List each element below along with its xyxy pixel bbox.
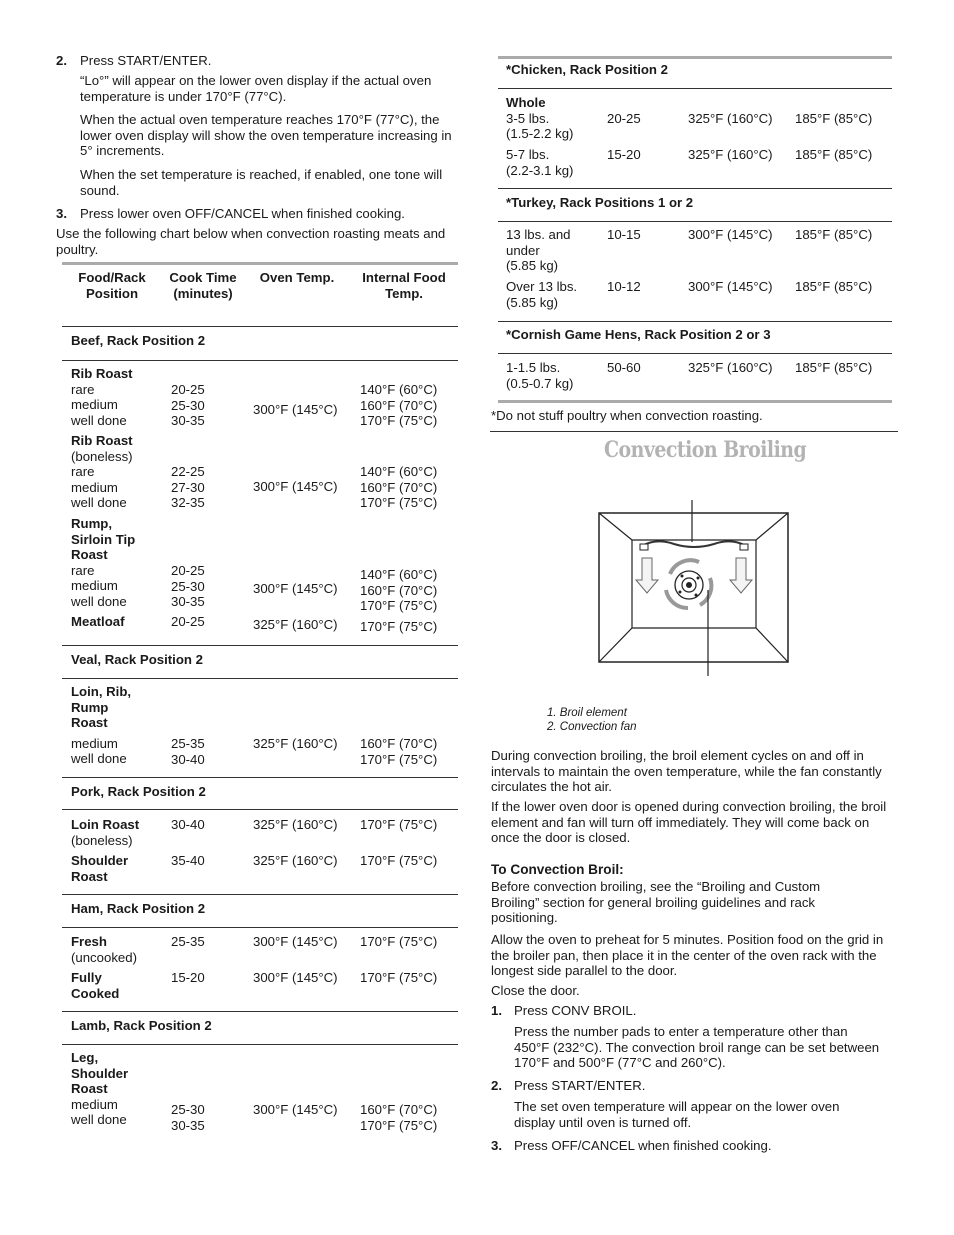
rib-roast-food: Rib Roast rare medium well done <box>71 366 133 428</box>
chicken-5-7-oven: 325°F (160°C) <box>688 147 773 162</box>
ham-fresh-internal: 170°F (75°C) <box>360 934 438 949</box>
turkey-13-under-oven: 300°F (145°C) <box>688 227 773 242</box>
turkey-over-13-internal: 185°F (85°C) <box>795 279 873 294</box>
hens-internal: 185°F (85°C) <box>795 360 873 375</box>
to-convection-broil-heading: To Convection Broil: <box>491 862 624 877</box>
chicken-3-5-oven: 325°F (160°C) <box>688 111 773 126</box>
ham-fully-cooked-internal: 170°F (75°C) <box>360 970 438 985</box>
pork-loin-internal: 170°F (75°C) <box>360 817 438 832</box>
broil-step-3-text: Press OFF/CANCEL when finished cooking. <box>514 1138 772 1153</box>
broil-step-1-detail: Press the number pads to enter a temperature other than 450°F (232°C). The convection broil range can be set between 170°F and 500°F (77°C and 260°C). <box>514 1024 880 1071</box>
broil-step-1-number: 1. <box>491 1003 502 1018</box>
meatloaf-oven: 325°F (160°C) <box>253 617 338 632</box>
turkey-13-under-weight: 13 lbs. and under (5.85 kg) <box>506 227 571 274</box>
ham-fully-cooked-time: 15-20 <box>171 970 205 985</box>
chart-intro: Use the following chart below when convection roasting meats and poultry. <box>56 226 446 257</box>
broil-step-1-text: Press CONV BROIL. <box>514 1003 637 1018</box>
rib-roast-boneless-oven: 300°F (145°C) <box>253 479 338 494</box>
roast-table <box>62 262 458 1144</box>
turkey-over-13-oven: 300°F (145°C) <box>688 279 773 294</box>
pork-loin-time: 30-40 <box>171 817 205 832</box>
rump-roast-food: Rump, Sirloin Tip Roast rare medium well done <box>71 516 136 609</box>
broil-step-2-text: Press START/ENTER. <box>514 1078 646 1093</box>
broil-step-2-detail: The set oven temperature will appear on the lower oven display until oven is turned off. <box>514 1099 840 1130</box>
chicken-5-7-time: 15-20 <box>607 147 641 162</box>
section-ham: Ham, Rack Position 2 <box>71 901 206 916</box>
section-turkey: *Turkey, Rack Positions 1 or 2 <box>506 195 694 210</box>
section-cornish-hens: *Cornish Game Hens, Rack Position 2 or 3 <box>506 327 771 342</box>
ham-fresh-time: 25-35 <box>171 934 205 949</box>
ham-fresh-food: Fresh (uncooked) <box>71 934 137 965</box>
lamb-roast-food: Leg, Shoulder Roast medium well done <box>71 1050 129 1128</box>
step-2-note-increase: When the actual oven temperature reaches 170°F (77°C), the lower oven display will show the oven temperature increasing in 5° increments. <box>80 112 452 159</box>
veal-roast-food: Loin, Rib, Rump Roast medium well done <box>71 684 132 767</box>
section-pork: Pork, Rack Position 2 <box>71 784 206 799</box>
hens-weight: 1-1.5 lbs. (0.5-0.7 kg) <box>506 360 574 391</box>
section-divider <box>490 431 898 432</box>
ham-fresh-oven: 300°F (145°C) <box>253 934 338 949</box>
veal-roast-oven: 325°F (160°C) <box>253 736 338 751</box>
header-cook-time: Cook Time (minutes) <box>169 270 237 301</box>
pork-shoulder-food: Shoulder Roast <box>71 853 129 884</box>
section-chicken: *Chicken, Rack Position 2 <box>506 62 668 77</box>
section-lamb: Lamb, Rack Position 2 <box>71 1018 212 1033</box>
pork-shoulder-time: 35-40 <box>171 853 205 868</box>
meatloaf-time: 20-25 <box>171 614 205 629</box>
diagram-legend <box>547 706 637 734</box>
header-food: Food/Rack Position <box>78 270 146 301</box>
oven-diagram <box>596 500 792 680</box>
pork-shoulder-oven: 325°F (160°C) <box>253 853 338 868</box>
lamb-roast-oven: 300°F (145°C) <box>253 1102 338 1117</box>
chicken-5-7-weight: 5-7 lbs. (2.2-3.1 kg) <box>506 147 574 178</box>
veal-roast-internal: 160°F (70°C) 170°F (75°C) <box>360 736 438 767</box>
rib-roast-boneless-internal: 140°F (60°C) 160°F (70°C) 170°F (75°C) <box>360 464 438 511</box>
header-oven-temp: Oven Temp. <box>259 270 335 285</box>
ham-fully-cooked-oven: 300°F (145°C) <box>253 970 338 985</box>
lamb-roast-internal: 160°F (70°C) 170°F (75°C) <box>360 1102 438 1133</box>
chicken-whole-3-5-weight: Whole 3-5 lbs. (1.5-2.2 kg) <box>506 95 574 142</box>
rib-roast-oven: 300°F (145°C) <box>253 402 338 417</box>
section-beef: Beef, Rack Position 2 <box>71 333 206 348</box>
turkey-over-13-time: 10-12 <box>607 279 641 294</box>
poultry-footnote: *Do not stuff poultry when convection roasting. <box>491 408 763 423</box>
broil-step-3-number: 3. <box>491 1138 502 1153</box>
rump-roast-oven: 300°F (145°C) <box>253 581 338 596</box>
ham-fully-cooked-food: Fully Cooked <box>71 970 120 1001</box>
chicken-3-5-time: 20-25 <box>607 111 641 126</box>
veal-roast-times: 25-35 30-40 <box>171 736 205 767</box>
rib-roast-times: 20-25 25-30 30-35 <box>171 382 205 429</box>
broil-intro: During convection broiling, the broil element cycles on and off in intervals to maintain the oven temperature, while the fan constantly circulates the hot air. <box>491 748 882 795</box>
chicken-3-5-internal: 185°F (85°C) <box>795 111 873 126</box>
header-internal-temp: Internal Food Temp. <box>362 270 446 301</box>
turkey-13-under-time: 10-15 <box>607 227 641 242</box>
step-2-note-tone: When the set temperature is reached, if enabled, one tone will sound. <box>80 167 443 198</box>
section-veal: Veal, Rack Position 2 <box>71 652 203 667</box>
table-top-rule <box>62 262 458 265</box>
meatloaf-food: Meatloaf <box>71 614 125 629</box>
hens-oven: 325°F (160°C) <box>688 360 773 375</box>
step-2-number: 2. <box>56 53 67 68</box>
chicken-5-7-internal: 185°F (85°C) <box>795 147 873 162</box>
step-3-number: 3. <box>56 206 67 221</box>
legend-convection-fan: 2. Convection fan <box>547 721 637 733</box>
hens-time: 50-60 <box>607 360 641 375</box>
pork-loin-oven: 325°F (160°C) <box>253 817 338 832</box>
broil-close-door: Close the door. <box>491 983 580 998</box>
step-3-text: Press lower oven OFF/CANCEL when finished cooking. <box>80 206 405 221</box>
pork-loin-food: Loin Roast (boneless) <box>71 817 140 848</box>
rump-roast-times: 20-25 25-30 30-35 <box>171 563 205 610</box>
rump-roast-internal: 140°F (60°C) 160°F (70°C) 170°F (75°C) <box>360 567 438 614</box>
turkey-13-under-internal: 185°F (85°C) <box>795 227 873 242</box>
broil-step-2-number: 2. <box>491 1078 502 1093</box>
turkey-over-13-weight: Over 13 lbs. (5.85 kg) <box>506 279 578 310</box>
step-2-text: Press START/ENTER. <box>80 53 212 68</box>
broil-see-section: Before convection broiling, see the “Broiling and Custom Broiling” section for general broiling guidelines and rack positioning. <box>491 879 821 926</box>
pork-shoulder-internal: 170°F (75°C) <box>360 853 438 868</box>
meatloaf-internal: 170°F (75°C) <box>360 619 438 634</box>
broil-preheat: Allow the oven to preheat for 5 minutes. Position food on the grid in the broiler pan, then place it in the center of the oven rack with the longest side parallel to the door. <box>491 932 884 979</box>
rib-roast-boneless-times: 22-25 27-30 32-35 <box>171 464 205 511</box>
lamb-roast-times: 25-30 30-35 <box>171 1102 205 1133</box>
broil-door-note: If the lower oven door is opened during convection broiling, the broil element and fan will turn off immediately. They will come back on once the door is closed. <box>491 799 887 846</box>
convection-broiling-heading: Convection Broiling <box>604 437 807 463</box>
legend-broil-element: 1. Broil element <box>547 707 627 719</box>
oven-illustration <box>596 500 792 680</box>
poultry-table <box>498 56 892 406</box>
step-2-note-lo: “Lo°” will appear on the lower oven display if the actual oven temperature is under 170°F (77°C). <box>80 73 432 104</box>
rib-roast-boneless-food: Rib Roast (boneless) rare medium well done <box>71 433 133 511</box>
rib-roast-internal: 140°F (60°C) 160°F (70°C) 170°F (75°C) <box>360 382 438 429</box>
